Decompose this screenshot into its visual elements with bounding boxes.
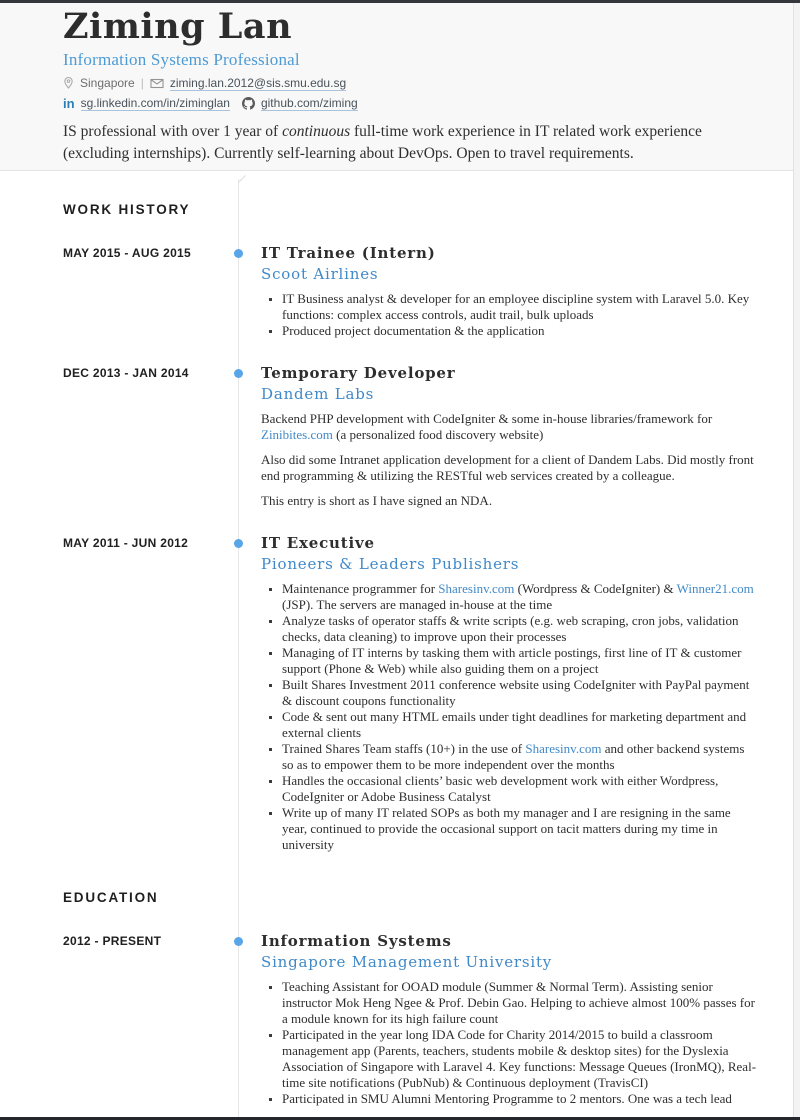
text-segment: full-time work experience in IT related work experience (excluding internships). Currently self-learning about DevOps. Open to travel requirements. xyxy=(63,122,702,162)
bullet-item xyxy=(282,741,758,773)
contact-row-2 xyxy=(63,96,754,111)
inline-link[interactable]: Winner21.com xyxy=(676,581,754,597)
bullet-item xyxy=(282,645,758,677)
timeline-entry xyxy=(0,363,794,509)
entry-body xyxy=(238,533,758,853)
entry-body xyxy=(238,931,758,1107)
text-segment: IS professional with over 1 year of xyxy=(63,122,283,140)
entry-title: Information Systems xyxy=(261,931,452,950)
entry-date: 2012 - PRESENT xyxy=(63,933,162,948)
text-segment: Teaching Assistant for OOAD module (Summer & Normal Term). Assisting senior instructor Mok Heng Ngee & Prof. Debin Gao. Helping to achieve almost 100% passes for a module known for its high failure count xyxy=(282,979,755,1027)
entry-left-column xyxy=(0,533,238,853)
text-segment: This entry is short as I have signed an NDA. xyxy=(261,493,493,509)
entry-blocks xyxy=(261,979,758,1107)
timeline-entry xyxy=(0,533,794,853)
entry-body xyxy=(238,243,758,339)
entry-blocks xyxy=(261,581,758,853)
person-role: Information Systems Professional xyxy=(63,49,300,69)
text-segment: Analyze tasks of operator staffs & write scripts (e.g. web scraping, cron jobs, validation checks, data cleaning) to improve upon their processes xyxy=(282,613,739,645)
bullet-item xyxy=(282,291,758,323)
timeline-dot xyxy=(234,369,243,378)
contact-separator: | xyxy=(140,76,144,91)
text-segment: Produced project documentation & the application xyxy=(282,322,545,338)
text-segment: Handles the occasional clients’ basic web development work with either Wordpress, CodeIgniter or Adobe Business Catalyst xyxy=(282,773,719,805)
timeline-main xyxy=(0,171,794,1117)
timeline-dot xyxy=(234,937,243,946)
entry-left-column xyxy=(0,243,238,339)
entry-organization: Pioneers & Leaders Publishers xyxy=(261,555,520,574)
entry-organization: Dandem Labs xyxy=(261,385,375,404)
text-segment: IT Business analyst & developer for an employee discipline system with Laravel 5.0. Key functions: complex access controls, audit trail, bulk uploads xyxy=(282,290,750,322)
bullet-item xyxy=(282,1091,758,1107)
text-segment: Trained Shares Team staffs (10+) in the use of xyxy=(282,741,526,757)
bullet-list xyxy=(261,979,758,1107)
entry-paragraph xyxy=(261,493,758,509)
section-entries xyxy=(0,931,794,1107)
section-entries xyxy=(0,243,794,854)
linkedin-link[interactable]: sg.linkedin.com/in/ziminglan xyxy=(80,95,230,110)
timeline-entry xyxy=(0,243,794,339)
timeline-sections xyxy=(0,201,794,1107)
bullet-item xyxy=(282,581,758,613)
text-segment: Participated in the year long IDA Code for Charity 2014/2015 to build a classroom management app (Parents, teachers, students mobile & desktop sites) for the Dyslexia Association of Singapore with Laravel 4. Key functions: Message Queues (IronMQ), Real-time site notifications (PubNub) & Continuous deployment (TravisCI) xyxy=(282,1027,757,1091)
bullet-item xyxy=(282,805,758,853)
entry-paragraph xyxy=(261,452,758,484)
bullet-item xyxy=(282,1027,758,1091)
entry-date: MAY 2015 - AUG 2015 xyxy=(63,245,191,260)
timeline-dot xyxy=(234,249,243,258)
github-octocat-icon xyxy=(242,97,255,110)
summary-text xyxy=(63,121,754,164)
location-text: Singapore xyxy=(80,76,135,91)
entry-body xyxy=(238,363,758,509)
entry-title: IT Trainee (Intern) xyxy=(261,243,436,262)
resume-document xyxy=(0,3,794,1117)
resume-header xyxy=(0,3,794,171)
text-segment: Code & sent out many HTML emails under tight deadlines for marketing department and external clients xyxy=(282,709,747,741)
resume-section xyxy=(0,201,794,853)
bullet-item xyxy=(282,979,758,1027)
bullet-item xyxy=(282,709,758,741)
entry-paragraph xyxy=(261,411,758,443)
section-heading: EDUCATION xyxy=(63,890,159,906)
summary-emphasis: continuous xyxy=(282,122,351,140)
entry-blocks xyxy=(261,411,758,509)
entry-date: DEC 2013 - JAN 2014 xyxy=(63,365,189,380)
entry-date: MAY 2011 - JUN 2012 xyxy=(63,536,189,551)
inline-link[interactable]: Sharesinv.com xyxy=(525,741,602,757)
text-segment: (Wordpress & CodeIgniter) & xyxy=(514,581,677,597)
resume-section xyxy=(0,889,794,1107)
text-segment: Maintenance programmer for xyxy=(282,581,439,597)
window-top-edge xyxy=(0,0,800,3)
text-segment: (a personalized food discovery website) xyxy=(332,427,544,443)
contact-row-1 xyxy=(63,76,754,91)
bullet-list xyxy=(261,291,758,339)
bullet-item xyxy=(282,323,758,339)
browser-scrollbar[interactable] xyxy=(793,3,800,1117)
timeline-entry xyxy=(0,931,794,1107)
entry-organization: Scoot Airlines xyxy=(261,264,379,283)
entry-title: IT Executive xyxy=(261,534,375,553)
text-segment: Built Shares Investment 2011 conference website using CodeIgniter with PayPal payment & discount coupons functionality xyxy=(282,677,750,709)
inline-link[interactable]: Zinibites.com xyxy=(261,427,333,443)
text-segment: Write up of many IT related SOPs as both my manager and I are resigning in the same year, continued to provide the occasional support on tacit matters during my time in university xyxy=(282,805,731,853)
entry-left-column xyxy=(0,363,238,509)
section-heading: WORK HISTORY xyxy=(63,202,191,217)
text-segment: and other backend systems so as to empower them to be more independent over the months xyxy=(282,741,745,773)
envelope-icon xyxy=(150,78,164,89)
entry-title: Temporary Developer xyxy=(261,363,456,382)
email-link[interactable]: ziming.lan.2012@sis.smu.edu.sg xyxy=(169,75,347,90)
bullet-item xyxy=(282,677,758,709)
timeline-dot xyxy=(234,539,243,548)
person-name: Ziming Lan xyxy=(63,6,293,47)
timeline-notch xyxy=(238,171,246,180)
entry-blocks xyxy=(261,291,758,339)
linkedin-in-icon: in xyxy=(63,95,75,111)
inline-link[interactable]: Sharesinv.com xyxy=(438,581,515,597)
bullet-list xyxy=(261,581,758,853)
text-segment: Backend PHP development with CodeIgniter & some in-house libraries/framework for xyxy=(261,411,713,427)
text-segment: Also did some Intranet application development for a client of Dandem Labs. Did mostly front end programming & utilizing the RESTful web services created by a colleague. xyxy=(261,452,754,484)
text-segment: (JSP). The servers are managed in-house at the time xyxy=(282,597,553,613)
entry-left-column xyxy=(0,931,238,1107)
bullet-item xyxy=(282,773,758,805)
bullet-item xyxy=(282,613,758,645)
github-link[interactable]: github.com/ziming xyxy=(260,95,358,110)
entry-organization: Singapore Management University xyxy=(261,953,553,972)
location-pin-icon xyxy=(63,76,74,90)
text-segment: Managing of IT interns by tasking them with article postings, first line of IT & customer support (Phone & Web) while also guiding them on a project xyxy=(282,645,742,677)
text-segment: Participated in SMU Alumni Mentoring Programme to 2 mentors. One was a tech lead xyxy=(282,1091,732,1107)
